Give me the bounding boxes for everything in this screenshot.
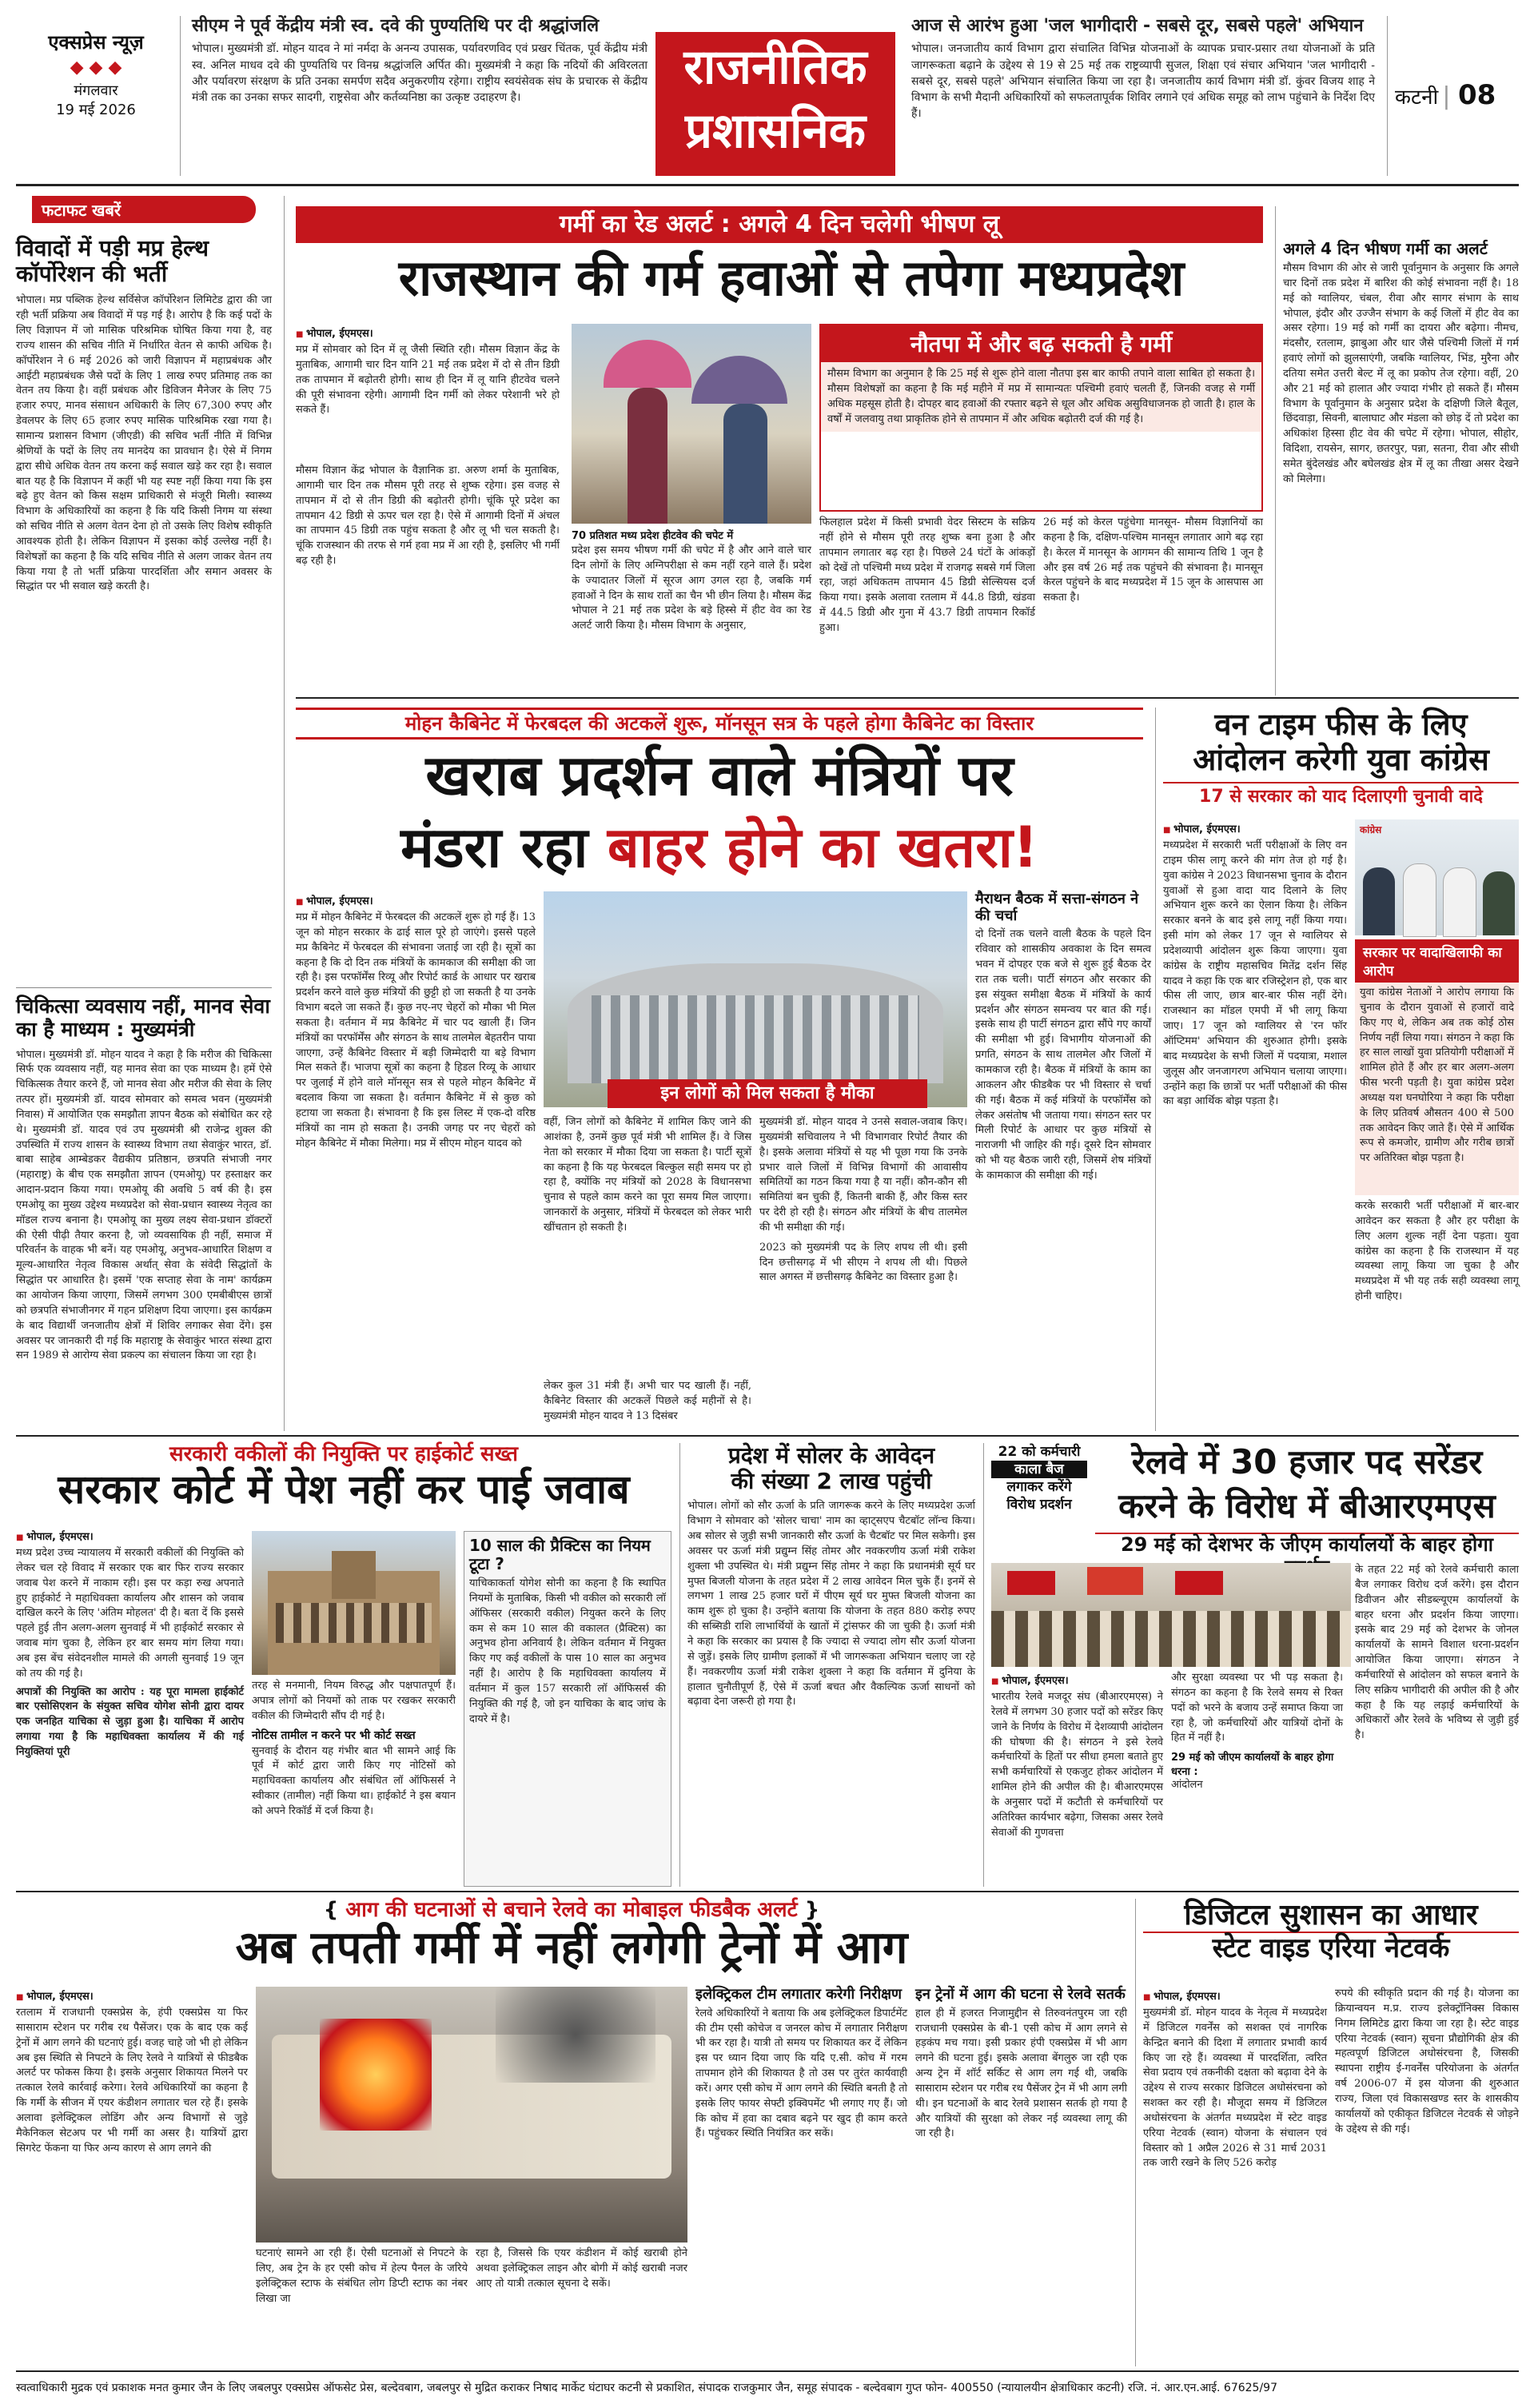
court-col-2-headline: नोटिस तामील न करने पर भी कोर्ट सख्त [252, 1728, 416, 1742]
railway-headline-2: करने के विरोध में बीआरएमएस [1118, 1486, 1496, 1525]
train-fire-photo [256, 1987, 687, 2243]
heat-col-2 [296, 464, 560, 688]
train-fire-dateline: ■ भोपाल, ईएमएस। [16, 1988, 248, 2003]
section-title-line2: प्रशासनिक [685, 103, 866, 159]
brand-ornament-icon: ◆ ◆ ◆ [70, 57, 122, 78]
heat-col-5-text: 26 मई को केरल पहुंचेगा मानसून- मौसम विज्ञानियों का कहना है कि, दक्षिण-पश्चिम मानसून लगातार आगे बढ़ रहा है। केरल में मानसून के आगमन की सामान्य तिथि 1 जून है और इस वर्ष 26 मई तक पहुंचने की संभावना है। मानसून केरल पहुंचने के बाद मध्यप्रदेश में 15 जून के आसपास आ सकता है। [1043, 516, 1263, 604]
heat-dateline: ■ भोपाल, ईएमएस। [296, 325, 560, 340]
court-story [16, 1443, 671, 1887]
railway-col-1 [991, 1671, 1163, 1887]
digital-col-2 [1335, 1987, 1519, 2366]
congress-headline-1: वन टाइम फीस के लिए [1214, 707, 1468, 742]
cabinet-col-4-text: मुख्यमंत्री डॉ. मोहन यादव ने उनसे सवाल-जवाब किए। मुख्यमंत्री सचिवालय ने भी विभागवार रिपोर्ट तैयार की है। इसके अलावा मंत्रियों से यह भी पूछा गया कि उनके प्रभार वाले जिलों में विभिन्न विभागों की आवासीय समितियों का गठन किया गया है या नहीं। कौन-कौन सी समितियां बन चुकी हैं, कितनी बाकी हैं, और किस स्तर पर देरी हो रही है। संगठन और मंत्रियों के बीच तालमेल की भी समीक्षा की गई। [759, 1116, 967, 1234]
train-fire-headline: अब तपती गर्मी में नहीं लगेगी ट्रेनों में आग [235, 1921, 908, 1974]
heat-headline: राजस्थान की गर्म हवाओं से तपेगा मध्यप्रदेश [398, 249, 1185, 307]
train-fire-col-3-text: रहा है, जिससे कि एयर कंडीशन में कोई खराबी होने अथवा इलेक्ट्रिकल लाइन और बोगी में कोई खराबी नजर आए तो यात्री तत्काल सूचना दे सकें। [476, 2247, 687, 2290]
court-kicker: सरकारी वकीलों की नियुक्ति पर हाईकोर्ट सख्त [169, 1442, 518, 1466]
cabinet-col-3 [544, 1115, 751, 1379]
congress-logo-text: कांग्रेस [1360, 824, 1382, 835]
digital-col-1 [1143, 1987, 1327, 2366]
heat-kicker: गर्मी का रेड अलर्ट : अगले 4 दिन चलेगी भीषण लू [296, 206, 1263, 243]
city-label: कटनी [1395, 86, 1439, 110]
left-story-1-headline: विवादों में पड़ी मप्र हेल्थ कॉर्पोरेशन की भर्ती [16, 235, 209, 288]
court-col-1 [16, 1527, 244, 1887]
cabinet-photo [544, 891, 967, 1107]
congress-photo [1355, 819, 1519, 935]
railway-col-3-text: के तहत 22 मई को रेलवे कर्मचारी काला बैज लगाकर विरोध दर्ज करेंगे। इस दौरान डिवीजन और सीडब्ल्यूएम कार्यालयों के बाहर धरना और प्रदर्शन किया जाएगा। इसके बाद 29 मई को देशभर के जोनल कार्यालयों के सामने विशाल धरना-प्रदर्शन आयोजित किया जाएगा। संगठन ने कर्मचारियों से आंदोलन को सफल बनाने के लिए सक्रिय भागीदारी की अपील की है और कहा है कि यह लड़ाई कर्मचारियों के अधिकारों और रेलवे के भविष्य से जुड़ी हुई है। [1355, 1564, 1519, 1742]
digital-deck: स्टेट वाइड एरिया नेटवर्क [1143, 1932, 1519, 1964]
cabinet-col-1 [296, 891, 536, 1427]
page-number: 08 [1458, 79, 1496, 111]
cabinet-headline-2: मंडरा रहा बाहर होने का खतरा! [400, 815, 1038, 880]
railway-col-3 [1355, 1563, 1519, 1887]
solar-story [687, 1443, 975, 1887]
brand-block [24, 32, 168, 176]
court-col-1b-text: अपात्रों की नियुक्ति का आरोप : यह पूरा मामला हाईकोर्ट बार एसोसिएशन के संयुक्त सचिव योगेश सोनी द्वारा दायर एक जनहित याचिका से जुड़ा हुआ है। याचिका में आरोप लगाया गया है कि महाधिवक्ता कार्यालय में की गई नियुक्तियां पूरी [16, 1685, 244, 1758]
congress-side-text: युवा कांग्रेस नेताओं ने आरोप लगाया कि चुनाव के दौरान युवाओं से हजारों वादे किए गए थे, लेकिन अब तक कोई ठोस निर्णय नहीं लिया गया। संगठन ने कहा कि हर साल लाखों युवा प्रतियोगी परीक्षाओं में शामिल होते हैं और हर बार अलग-अलग फीस भरनी पड़ती है। युवा कांग्रेस प्रदेश अध्यक्ष यश घनघोरिया ने कहा कि परीक्षा के लिए प्रतिवर्ष औसतन 400 से 500 तक आवेदन किए जाते हैं। ऐसे में आर्थिक रूप से कमजोर, ग्रामीण और गरीब छात्रों पर अतिरिक्त बोझ पड़ता है। [1360, 987, 1514, 1165]
court-col-2b-text: सुनवाई के दौरान यह गंभीर बात भी सामने आई कि पूर्व में कोर्ट द्वारा जारी किए गए नोटिसों को महाधिवक्ता कार्यालय और संबंधित लॉ ऑफिसर्स ने स्वीकार (तामील) नहीं किया था। हाईकोर्ट ने इस बयान को अपने रिकॉर्ड में दर्ज किया है। [252, 1744, 456, 1817]
heat-col-2-text: मौसम विज्ञान केंद्र भोपाल के वैज्ञानिक डा. अरुण शर्मा के मुताबिक, आगामी चार दिन तक मौसम पूरी तरह से शुष्क रहेगा। इस वजह से तापमान में दो से तीन डिग्री की बढ़ोतरी होगी। चूंकि पूरे प्रदेश का तापमान 42 डिग्री से ऊपर चल रहा है। ऐसे में आगामी दिनों में अंचल का तापमान 45 डिग्री तक पहुंच सकता है और लू भी चल सकती है। चूंकि राजस्थान की तरफ से गर्म हवा मप्र में आ रही है, इसलिए भी गर्मी बढ़ रही है। [296, 464, 560, 568]
train-fire-col-4 [695, 1987, 907, 2366]
railway-deck: 29 मई को देशभर के जीएम कार्यालयों के बाहर होगा [1095, 1533, 1519, 1560]
court-headline: सरकार कोर्ट में पेश नहीं कर पाई जवाब [58, 1465, 630, 1513]
train-fire-col-1 [16, 1987, 248, 2366]
railway-side-kicker: 22 को कर्मचारी काला बैज लगाकर करेंगे विरोध प्रदर्शन [991, 1443, 1087, 1555]
cabinet-col-5 [975, 891, 1151, 1427]
railway-col-2-headline: 29 मई को जीएम कार्यालयों के बाहर होगा धरना : [1171, 1752, 1334, 1779]
masthead [0, 0, 1534, 184]
left-story-1 [16, 236, 272, 983]
cabinet-headline-1: खराब प्रदर्शन वाले मंत्रियों पर [425, 743, 1014, 808]
heat-photo [572, 324, 811, 524]
railway-dateline: ■ भोपाल, ईएमएस। [991, 1672, 1163, 1687]
left-column [16, 196, 272, 1431]
masthead-left-headline: सीएम ने पूर्व केंद्रीय मंत्री स्व. दवे की पुण्यतिथि पर दी श्रद्धांजलि [192, 16, 600, 36]
court-box-headline: 10 साल की प्रैक्टिस का नियम टूटा ? [469, 1536, 651, 1573]
train-fire-kicker: { आग की घटनाओं से बचाने रेलवे का मोबाइल फीडबैक अलर्ट } [323, 1898, 820, 1922]
cabinet-col-5-headline: मैराथन बैठक में सत्ता-संगठन ने की चर्चा [975, 891, 1139, 924]
page-locator: कटनी | 08 [1395, 79, 1496, 111]
masthead-right-story [911, 16, 1375, 184]
heat-col-5 [1043, 516, 1263, 688]
solar-headline-2: की संख्या 2 लाख पहुंची [731, 1468, 932, 1495]
court-col-2 [252, 1679, 456, 1887]
section-title-line1: राजनीतिक [683, 39, 867, 95]
cabinet-dateline: ■ भोपाल, ईएमएस। [296, 893, 536, 907]
court-col-1-text: मध्य प्रदेश उच्च न्यायालय में सरकारी वकीलों की नियुक्ति को लेकर चल रहे विवाद में सरकार एक बार फिर राज्य सरकार जवाब पेश करने में नाकाम रही। इस पर कड़ा रुख अपनाते हुए हाईकोर्ट ने महाधिवक्ता कार्यालय और शासन को जवाब दाखिल करने के लिए 'अंतिम मोहलत' दी है। बता दें कि इससे पहले हुई तीन अलग-अलग सुनवाई में भी हाईकोर्ट सरकार से जवाब मांग चुका है, लेकिन हर बार समय मांग लिया गया। अब इस बेंच संवेदनशील मामले की अगली सुनवाई 19 जून को तय की गई है। [16, 1547, 244, 1680]
train-fire-col-2 [256, 2247, 468, 2366]
heat-col-1-text: मप्र में सोमवार को दिन में लू जैसी स्थिति रही। मौसम विज्ञान केंद्र के मुताबिक, आगामी चार दिन यानि 21 मई तक प्रदेश में दो से तीन डिग्री तक तापमान में बढ़ोतरी होगी। साथ ही दिन में लू यानि हीटवेव चलने की पूरी संभावना रहेगी। आगामी दिन गर्मी को लेकर परेशानी भरे हो सकते हैं। [296, 344, 560, 417]
court-dateline: ■ भोपाल, ईएमएस। [16, 1529, 244, 1543]
digital-col-1-text: मुख्यमंत्री डॉ. मोहन यादव के नेतृत्व में मध्यप्रदेश में डिजिटल गवर्नेंस को सशक्त एवं नागरिक केन्द्रित बनाने की दिशा में लगातार प्रभावी कार्य किए जा रहे हैं। व्यवस्था में पारदर्शिता, त्वरित सेवा प्रदाय एवं तकनीकी दक्षता को बढ़ावा देने के उद्देश्य से राज्य सरकार डिजिटल अधोसंरचना को सशक्त कर रही है। मौजूदा समय में डिजिटल अधोसंरचना के अंतर्गत मध्यप्रदेश में स्टेट वाइड एरिया नेटवर्क (स्वान) योजना के संचालन एवं विस्तार को 1 अप्रैल 2026 से 31 मार्च 2031 तक जारी रखने के लिए 526 करोड़ [1143, 2007, 1327, 2170]
cabinet-photo-caption: इन लोगों को मिल सकता है मौका [608, 1079, 927, 1108]
railway-col-2 [1171, 1671, 1343, 1887]
train-fire-col-2-text: घटनाएं सामने आ रही हैं। ऐसी घटनाओं से निपटने के लिए, अब ट्रेन के हर एसी कोच में हेल्प पैनल के जरिये इलेक्ट्रिकल स्टाफ के संबंधित लोग डिप्टी स्टाफ का नंबर लिखा जा [256, 2247, 468, 2305]
congress-col-1 [1163, 819, 1347, 1331]
court-box [464, 1531, 671, 1887]
train-fire-col-3 [476, 2247, 687, 2366]
solar-headline-1: प्रदेश में सोलर के आवेदन [727, 1442, 935, 1469]
masthead-left-text: भोपाल। मुख्यमंत्री डॉ. मोहन यादव ने मां नर्मदा के अनन्य उपासक, पर्यावरणविद एवं प्रखर चिंतक, पूर्व केंद्रीय मंत्री स्व. अनिल माधव दवे की पुण्यतिथि पर विनम्र श्रद्धांजलि अर्पित की। मुख्यमंत्री ने कहा कि नदियों की अविरलता और पर्यावरण संरक्षण के प्रति उनका समर्पण सदैव अनुकरणीय रहेगा। राष्ट्रीय स्वयंसेवक संघ के प्रचारक से केंद्रीय मंत्री तक का उनका सफर सादगी, राष्ट्रसेवा और कर्तव्यनिष्ठा का उत्कृष्ट उदाहरण है। [192, 42, 647, 105]
court-col-2-text: तरह से मनमानी, नियम विरुद्ध और पक्षपातपूर्ण हैं। अपात्र लोगों को नियमों को ताक पर रखकर सरकारी वकील की जिम्मेदारी सौंप दी गई है। [252, 1680, 456, 1722]
heat-side-headline: अगले 4 दिन भीषण गर्मी का अलर्ट [1283, 239, 1488, 258]
masthead-left-story [192, 16, 647, 184]
railway-headline-1: रेलवे में 30 हजार पद सरेंडर [1131, 1442, 1483, 1481]
digital-dateline: ■ भोपाल, ईएमएस। [1143, 1988, 1327, 2003]
cabinet-col-5-text: दो दिनों तक चलने वाली बैठक के पहले दिन रविवार को शासकीय अवकाश के दिन समत्व भवन में दोपहर एक बजे से शुरू हुई बैठक देर रात तक चली। पार्टी संगठन और सरकार की इस संयुक्त समीक्षा बैठक में मंत्रियों के कार्य प्रदर्शन और संगठन समन्वय पर बात की गई। इसके साथ ही पार्टी संगठन द्वारा सौंपे गए कार्यों की समीक्षा भी हुई। विभागीय योजनाओं की प्रगति, संगठन के साथ तालमेल और जिलों में कामकाज रही है। बैठक में मंत्रियों के काम का आकलन और फीडबैक पर भी विस्तार से चर्चा की गई। बैठक में कई मंत्रियों के परफॉर्मेंस को लेकर असंतोष भी जताया गया। संगठन स्तर पर मिली रिपोर्ट के आधार पर कुछ मंत्रियों से नाराजगी भी जाहिर की गई। दूसरे दिन सोमवार को भी यह बैठक जारी रही, जिसमें शेष मंत्रियों के कामकाज की समीक्षा की गई। [975, 928, 1151, 1182]
left-story-2-headline: चिकित्सा व्यवसाय नहीं, मानव सेवा का है माध्यम : मुख्यमंत्री [16, 995, 270, 1041]
digital-headline: डिजिटल सुशासन का आधार [1184, 1899, 1478, 1932]
heat-sub-text: मौसम विभाग का अनुमान है कि 25 मई से शुरू होने वाला नौतपा इस बार काफी तपाने वाला साबित हो सकता है। मौसम विशेषज्ञों का कहना है कि मई महीने में मप्र में सामान्यतः पश्चिमी हवाएं चलती हैं, जिनकी वजह से गर्मी अधिक महसूस होती है। दोपहर बाद हवाओं की रफ्तार बढ़ने से धूल और अधिक असुविधाजनक हो जाती है। हाल के वर्षों में जलवायु तथा प्राकृतिक होने से तापमान में और अधिक बढ़ोतरी दर्ज की गई है। [821, 362, 1261, 432]
heat-sidebar [1283, 240, 1519, 696]
heat-sub-headline: नौतपा में और बढ़ सकती है गर्मी [821, 325, 1261, 362]
imprint-line: स्वत्वाधिकारी मुद्रक एवं प्रकाशक मनत कुमार जैन के लिए जबलपुर एक्सप्रेस ऑफसेट प्रेस, बल्देवबाग, जबलपुर से मुद्रित कराकर निषाद मार्केट घंटाघर कटनी से प्रकाशित, संपादक राजकुमार जैन, समूह संपादक - बल्देवबाग गुप्त फोन- 400550 (न्यायालयीन क्षेत्राधिकार कटनी) रजि. नं. आर.एन.आई. 67625/97 [16, 2382, 1277, 2394]
heat-photo-caption: 70 प्रतिशत मध्य प्रदेश हीटवेव की चपेट में [572, 530, 734, 542]
heat-col-4-text: फिलहाल प्रदेश में किसी प्रभावी वेदर सिस्टम के सक्रिय नहीं होने से मौसम पूरी तरह शुष्क बना हुआ है और तापमान लगातार बढ़ रहा है। पिछले 24 घंटों के आंकड़ों को देखें तो पश्चिमी मध्य प्रदेश में राजगढ़ सबसे गर्म जिला रहा, जहां अधिकतम तापमान 45 डिग्री सेल्सियस दर्ज किया गया। इसके अलावा रतलाम में 44.8 डिग्री, खंडवा में 44.5 डिग्री और गुना में 43.7 डिग्री तापमान रिकॉर्ड हुआ। [819, 516, 1035, 634]
train-fire-story [16, 1899, 1127, 2366]
congress-col-2 [1355, 1199, 1519, 1331]
congress-sidebox [1355, 939, 1519, 1195]
court-box-text: याचिकाकर्ता योगेश सोनी का कहना है कि स्थापित नियमों के मुताबिक, किसी भी वकील को सरकारी लॉ ऑफिसर (सरकारी वकील) नियुक्त करने के लिए कम से कम 10 साल की वकालत (प्रैक्टिस) का अनुभव होना अनिवार्य है। लेकिन वर्तमान में नियुक्त किए गए कई वकीलों के पास 10 साल का अनुभव नहीं है। आरोप है कि महाधिवक्ता कार्यालय में वर्तमान में कुल 157 सरकारी लॉ ऑफिसर्स की नियुक्ति की गई है, जो इन याचिका के बाद जांच के दायरे में है। [469, 1577, 666, 1725]
digital-story [1143, 1899, 1519, 2366]
issue-day: मंगलवार [74, 82, 118, 99]
cabinet-col-4 [759, 1115, 967, 1427]
heat-subbox [819, 324, 1263, 512]
cabinet-col-1-text: मप्र में मोहन कैबिनेट में फेरबदल की अटकलें शुरू हो गई हैं। 13 जून को मोहन सरकार के ढाई साल पूरे हो जाएंगे। इससे पहले मप्र कैबिनेट में फेरबदल की संभावना जताई जा रही है। सूत्रों का कहना है कि दो दिन तक मंत्रियों के कामकाज की समीक्षा की जा रही है। इस परफॉर्मेंस रिव्यू और रिपोर्ट कार्ड के आधार पर खराब प्रदर्शन करने वाले कुछ मंत्रियों की छुट्टी हो जा सकती है या उनके विभाग बदले जा सकते हैं। कुछ नए-नए चेहरों को मौका भी मिल सकता है। वर्तमान में मप्र कैबिनेट में चार पद खाली हैं। जिन मंत्रियों का परफॉर्मेंस और संगठन के साथ तालमेल बेहतरीन पाया जाएगा, उन्हें कैबिनेट विस्तार में बड़ी जिम्मेदारी या बड़े विभाग मिल सकते हैं। भाजपा सूत्रों का कहना है हिडल रिव्यू के आधार पर जुलाई में होने वाले मॉनसून सत्र से पहले मोहन कैबिनेट में बदलाव किया जा सकता है। वर्तमान कैबिनेट में से कुछ को हटाया जा सकता है। संभावना है कि इस लिस्ट में एक-दो वरिष्ठ मंत्रियों का नाम हो सकता है। उनकी जगह पर नए चेहरों को मोहन कैबिनेट में मौका मिलेगा। मप्र में सीएम मोहन यादव को [296, 911, 536, 1150]
cabinet-kicker: मोहन कैबिनेट में फेरबदल की अटकलें शुरू, मॉनसून सत्र के पहले होगा कैबिनेट का विस्तार [296, 708, 1143, 740]
train-fire-col-5-text: हाल ही में हजरत निजामुद्दीन से तिरुवनंतपुरम जा रही राजधानी एक्सप्रेस के बी-1 एसी कोच में आग लगने से हड़कंप मच गया। इसी प्रकार हंपी एक्सप्रेस में भी आग लगने की घटना हुई। इसके अलावा बेंगलुरु जा रही एक अन्य ट्रेन में शॉर्ट सर्किट से आग लग गई थी, जबकि सासाराम स्टेशन पर गरीब रथ पैसेंजर ट्रेन में भी आग लगी थी। इन घटनाओं के बाद रेलवे प्रशासन सतर्क हो गया है और यात्रियों की सुरक्षा को लेकर नई व्यवस्था लागू की जा रही है। [915, 2007, 1127, 2140]
masthead-right-text: भोपाल। जनजातीय कार्य विभाग द्वारा संचालित विभिन्न योजनाओं के व्यापक प्रचार-प्रसार तथा योजनाओं के प्रति जागरूकता बढ़ाने के उद्देश्य से 19 से 25 मई तक राष्ट्रव्यापी सुजल, शिक्षा एवं संचार अभियान 'जल भागीदारी - सबसे दूर, सबसे पहले' अभियान संचालित किया जा रहा है। जनजातीय कार्य विभाग मंत्री डॉ. कुंवर विजय शाह ने विभाग के सभी मैदानी अधिकारियों को सफलतापूर्वक शिविर लगाने एवं अधिक समूह को लाभ पहुंचाने के निर्देश दिए हैं। [911, 42, 1375, 121]
masthead-right-headline: आज से आरंभ हुआ 'जल भागीदारी - सबसे दूर, सबसे पहले' अभियान [911, 16, 1364, 36]
congress-col-2-text: करके सरकारी भर्ती परीक्षाओं में बार-बार आवेदन कर सकता है और हर परीक्षा के लिए अलग शुल्क नहीं देना पड़ता। युवा कांग्रेस का कहना है कि राजस्थान में यह व्यवस्था लागू किया जा चुका है और मध्यप्रदेश में भी यह तर्क सही व्यवस्था लागू होनी चाहिए। [1355, 1200, 1519, 1303]
congress-col-1-text: मध्यप्रदेश में सरकारी भर्ती परीक्षाओं के लिए वन टाइम फीस लागू करने की मांग तेज हो गई है। युवा कांग्रेस ने 2023 विधानसभा चुनाव के दौरान युवाओं से हुआ वादा याद दिलाने के लिए अभियान शुरू करने का ऐलान किया है। लेकिन सरकार बनने के बाद इसे लागू नहीं किया गया। इसी मांग को लेकर 17 जून से ग्वालियर से प्रदेशव्यापी आंदोलन शुरू किया जाएगा। युवा कांग्रेस के राष्ट्रीय महासचिव मितेंद्र दर्शन सिंह यादव ने कहा कि एक बार रजिस्ट्रेशन हो, एक बार फीस ली जाए, छात्र बार-बार फीस नहीं देंगे। राजस्थान का मॉडल एमपी में भी लागू किया जाए। 17 जून को ग्वालियर से 'रन फॉर ऑप्टिमम' अभियान की शुरुआत होगी। इसके बाद मध्यप्रदेश के सभी जिलों में पदयात्रा, मशाल जुलूस और जनजागरण अभियान चलाया जाएगा। उन्होंने कहा कि छात्रों पर भर्ती परीक्षाओं की फीस का बड़ा आर्थिक बोझ पड़ता है। [1163, 839, 1348, 1108]
railway-col-2-tail: आंदोलन [1171, 1779, 1203, 1792]
heat-col-4 [819, 516, 1035, 688]
heat-col-3 [572, 528, 811, 688]
quick-news-label: फटाफट खबरें [32, 196, 256, 223]
train-fire-col-4-headline: इलेक्ट्रिकल टीम लगातार करेगी निरीक्षण [695, 1986, 902, 2003]
heat-side-text: मौसम विभाग की ओर से जारी पूर्वानुमान के अनुसार कि अगले चार दिनों तक प्रदेश में बारिश की कोई संभावना नहीं है। 18 मई को ग्वालियर, चंबल, रीवा और सागर संभाग के साथ भोपाल, इंदौर और उज्जैन संभाग के कई जिलों में हीट वेव का असर रहेगा। 19 मई को गर्मी का दायरा और बढ़ेगा। नीमच, मंदसौर, रतलाम, झाबुआ और धार जैसे पश्चिमी जिलों में गर्म हवाएं लोगों को झुलसाएंगी, जबकि ग्वालियर, भिंड, मुरैना और दतिया समेत उत्तरी बेल्ट में लू का प्रकोप तेज रहेगा। वहीं, 20 और 21 मई को हालात और ज्यादा गंभीर हो सकते हैं। मौसम विभाग के पूर्वानुमान के अनुसार प्रदेश के दक्षिणी जिले बैतूल, छिंदवाड़ा, सिवनी, बालाघाट और मंडला को छोड़ दें तो प्रदेश का अधिकांश हिस्सा हीट वेव की चपेट में रहेगा। भोपाल, सीहोर, विदिशा, रायसेन, सागर, छतरपुर, पन्ना, सतना, रीवा और सीधी समेत बुंदेलखंड और बघेलखंड क्षेत्र में लू का तीखा असर देखने को मिलेगा। [1283, 262, 1519, 485]
train-fire-col-1-text: रतलाम में राजधानी एक्सप्रेस के, हंपी एक्सप्रेस या फिर सासाराम स्टेशन पर गरीब रथ पैसेंजर। एक के बाद एक कई ट्रेनों में आग लगने की घटनाएं हुई। वजह चाहे जो भी हो लेकिन अब इस स्थिति से निपटने के लिए रेलवे ने यात्रियों से फीडबैक अलर्ट पर फोकस किया है। इसके अनुसार शिकायत मिलने पर तत्काल रेलवे कार्रवाई करेगा। रेलवे अधिकारियों का कहना है कि गर्मी के सीजन में एयर कंडीशन लगातार चल रहे हैं। इसके अलावा इलेक्ट्रिकल लोडिंग और अन्य विभागों से जुड़े मैकेनिकल सेटअप पर भी गर्मी का असर है। यात्रियों द्वारा सिगरेट फेंकना या फिर अन्य कारण से आग लगने की [16, 2007, 248, 2155]
train-fire-col-5-headline: इन ट्रेनों में आग की घटना से रेलवे सतर्क [915, 1986, 1126, 2003]
issue-date: 19 मई 2026 [56, 101, 136, 118]
heat-col-3-text: प्रदेश इस समय भीषण गर्मी की चपेट में है और आने वाले चार दिन लोगों के लिए अग्निपरीक्षा से कम नहीं रहने वाले हैं। प्रदेश के ज्यादातर जिलों में सूरज आग उगल रहा है, जबकि गर्म हवाओं ने दिन के साथ रातों का चैन भी छीन लिया है। मौसम केंद्र भोपाल ने 21 मई तक प्रदेश के बड़े हिस्से में हीट वेव का रेड अलर्ट जारी किया है। मौसम विभाग के अनुसार, [572, 544, 811, 632]
congress-story [1163, 708, 1519, 1431]
railway-story [991, 1443, 1519, 1887]
brand-name: एक्सप्रेस न्यूज़ [48, 31, 144, 54]
left-story-1-text: भोपाल। मप्र पब्लिक हेल्थ सर्विसेज कॉर्पोरेशन लिमिटेड द्वारा की जा रही भर्ती प्रक्रिया अब विवादों में पड़ गई है। आरोप है कि कई पदों के लिए विज्ञापन में जो मासिक परिश्रमिक घोषित किया गया है, वह राज्य शासन की सचिव नीति में निर्धारित वेतन से काफी अधिक है। कॉर्पोरेशन ने 6 मई 2026 को जारी विज्ञापन में महाप्रबंधक और आईटी महाप्रबंधक जैसे पदों के लिए 1 लाख रुपए प्रतिमाह तक का वेतन तय किया है। वहीं प्रबंधक और डिविजन मैनेजर के लिए 75 हजार रुपए, मानव संसाधन अधिकारी के लिए 67,300 रुपए और डेवलपर के लिए 65 हजार रुपए मासिक पारिश्रमिक रखा गया है। सामान्य प्रशासन विभाग (जीएडी) की सचिव भर्ती नीति में विभिन्न श्रेणियों के पदों के लिए तय मानदेय का प्रावधान है। ऐसे में निगम द्वारा सीधे अधिक वेतन तय करना कई सवाल खड़े कर रहा है। सवाल बात यह है कि विज्ञापन में कहीं भी यह स्पष्ट नहीं किया गया कि इस बढ़े हुए वेतन को किस सक्षम प्राधिकारी से मंजूरी मिली। स्वास्थ्य विभाग के अधिकारियों का कहना है कि यदि किसी निगम या संस्था को सचिव नीति से अलग वेतन देना हो तो उसके लिए विशेष स्वीकृति आवश्यक होती है। लेकिन विज्ञापन में इसका कोई उल्लेख नहीं है। विशेषज्ञों का कहना है कि यदि सचिव नीति से अलग जाकर वेतन तय किया गया है तो भर्ती प्रक्रिया पारदर्शिता और समान अवसर के सिद्धांत पर भी सवाल खड़े करती है। [16, 294, 272, 593]
congress-dateline: ■ भोपाल, ईएमएस। [1163, 821, 1347, 835]
railway-col-1-text: भारतीय रेलवे मजदूर संघ (बीआरएमएस) ने रेलवे में लगभग 30 हजार पदों को सरेंडर किए जाने के निर्णय के विरोध में देशव्यापी आंदोलन की घोषणा की है। संगठन ने इसे रेलवे कर्मचारियों के हितों पर सीधा हमला बताते हुए सभी कर्मचारियों से एकजुट होकर आंदोलन में शामिल होने की अपील की है। बीआरएमएस के अनुसार पदों में कटौती से कर्मचारियों पर अतिरिक्त कार्यभार बढ़ेगा, जिसका असर रेलवे सेवाओं की गुणवत्ता [991, 1691, 1163, 1839]
court-photo [252, 1531, 456, 1675]
cabinet-col-3-text: वहीं, जिन लोगों को कैबिनेट में शामिल किए जाने की आशंका है, उनमें कुछ पूर्व मंत्री भी शामिल हैं। वे जिस नेता को सरकार में मौका दिया जा सकता है। पार्टी सूत्रों का कहना है कि यह फेरबदल बिल्कुल सही समय पर हो रहा है, क्योंकि नए मंत्रियों को 2028 के विधानसभा चुनाव से पहले काम करने का पूरा समय मिल जाएगा। जानकारों के अनुसार, मंत्रियों में फेरबदल को लेकर भारी खींचतान हो सकती है। [544, 1116, 751, 1234]
section-title-box [655, 32, 895, 176]
train-fire-col-4-text: रेलवे अधिकारियों ने बताया कि अब इलेक्ट्रिकल डिपार्टमेंट की टीम एसी कोचेज व जनरल कोच में लगातार निरीक्षण भी कर रहा है। यात्री तो समय पर शिकायत कर दें लेकिन इस पर ध्यान दिया जाए कि यदि ए.सी. कोच में गरम तापमान होने की शिकायत है तो उस पर तुरंत कार्यवाही करें। अगर एसी कोच में आग लगने की स्थिति बनती है तो इसके लिए फायर सेफ्टी इक्विपमेंट भी लगाए गए हैं। जो कि कोच में हवा का दबाव बढ़ने पर खुद ही काम करते हैं। पहुंचकर स्थिति नियंत्रित कर सकें। [695, 2007, 907, 2140]
cabinet-col-2-text: लेकर कुल 31 मंत्री हैं। अभी चार पद खाली हैं। नहीं, कैबिनेट विस्तार की अटकलें पिछले कई महीनों से है। मुख्यमंत्री मोहन यादव ने 13 दिसंबर [544, 1380, 751, 1422]
railway-photo [991, 1563, 1351, 1667]
left-story-2-text: भोपाल। मुख्यमंत्री डॉ. मोहन यादव ने कहा है कि मरीज की चिकित्सा सिर्फ एक व्यवसाय नहीं, यह मानव सेवा का एक माध्यम है। हमें ऐसे चिकित्सक तैयार करने हैं, जो मानव सेवा और मरीज की सेवा के लिए तत्पर हों। मुख्यमंत्री डॉ. यादव सोमवार को समत्व भवन (मुख्यमंत्री निवास) में आयोजित एक समझौता ज्ञापन बैठक को संबोधित कर रहे थे। मुख्यमंत्री डॉ. यादव एवं उप मुख्यमंत्री श्री राजेन्द्र शुक्ल की उपस्थिति में राज्य शासन के स्वास्थ्य विभाग तथा सेवाकुंर भारत, डॉ. बाबा साहेब आम्बेडकर वैद्यकीय प्रतिष्ठान, छत्रपति संभाजी नगर (महाराष्ट्र) के बीच एक समझौता ज्ञापन (एमओयू) पर हस्ताक्षर कर आदान-प्रदान किया गया। एमओयू की अवधि 5 वर्ष की है। इस एमओयू का मुख्य उद्देश्य मध्यप्रदेश को सेवा-प्रधान स्वास्थ्य नेतृत्व का मॉडल राज्य बनाना है। एमओयू का मुख्य लक्ष्य सेवा-प्रधान डॉक्टरों की ऐसी पीढ़ी तैयार करना है, जो व्यवसायिक ही नहीं, समाज में परिवर्तन के वाहक भी बनें। यह एमओयू, अनुभव-आधारित शिक्षण व मूल्य-आधारित नेतृत्व विकास अर्थात् सेवा के संवेदी सिद्धांतों के सिद्धांत पर आधारित है। इसमें 'एक सप्ताह सेवा के नाम' कार्यक्रम का आयोजन किया जाएगा, जिसमें लगभग 300 एमबीबीएस छात्रों को छत्रपति संभाजीनगर में गहन प्रशिक्षण दिया जाएगा। इस कार्यक्रम के बाद विद्यार्थी जनजातीय क्षेत्रों में शिविर लगाकर सेवा देंगे। इस अवसर पर जानकारी दी गई कि महाराष्ट्र के सेवाकुंर भारत संस्था द्वारा सन 1989 से आरोग्य सेवा प्रकल्प का संचालन किया जा रहा है। [16, 1048, 272, 1362]
train-fire-col-5 [915, 1987, 1127, 2366]
railway-col-2-text: और सुरक्षा व्यवस्था पर भी पड़ सकता है। संगठन का कहना है कि रेलवे समय से रिक्त पदों को भरने के बजाय उन्हें समाप्त किया जा रहा है, जो कर्मचारियों और यात्रियों दोनों के हित में नहीं है। [1171, 1672, 1343, 1744]
digital-col-2-text: रुपये की स्वीकृति प्रदान की गई है। योजना का क्रियान्वयन म.प्र. राज्य इलेक्ट्रॉनिक्स विकास निगम लिमिटेड द्वारा किया जा रहा है। स्टेट वाइड एरिया नेटवर्क (स्वान) सूचना प्रौद्योगिकी क्षेत्र की महत्वपूर्ण डिजिटल अधोसंरचना है, जिसकी स्थापना राष्ट्रीय ई-गवर्नेंस परियोजना के अंतर्गत वर्ष 2006-07 में इस योजना की शुरुआत राज्य, जिला एवं विकासखण्ड स्तर के शासकीय कार्यालयों को एकीकृत डिजिटल नेटवर्क से जोड़ने के उद्देश्य से की गई। [1335, 1987, 1519, 2135]
cabinet-col-2 [544, 1379, 751, 1427]
left-story-2 [16, 995, 272, 1431]
congress-deck: 17 से सरकार को याद दिलाएगी चुनावी वादे [1163, 782, 1519, 807]
solar-text: भोपाल। लोगों को सौर ऊर्जा के प्रति जागरूक करने के लिए मध्यप्रदेश ऊर्जा विभाग ने सोमवार को 'सोलर चाचा' नाम का व्हाट्सएप चैटबॉट लॉन्च किया। अब सोलर से जुड़ी सभी जानकारी सौर ऊर्जा के चैटबॉट पर मिल सकेगी। इस अवसर पर ऊर्जा मंत्री प्रद्युम्न सिंह तोमर और नवकरणीय ऊर्जा मंत्री राकेश शुक्ला भी उपस्थित थे। मंत्री प्रद्युम्न सिंह तोमर ने कहा कि प्रधानमंत्री सूर्य घर मुफ्त बिजली योजना के तहत प्रदेश में 2 लाख आवेदन मिल चुके हैं। इनमें से लगभग 1 लाख 25 हजार घरों में पीएम सूर्य घर मुफ्त बिजली योजना का काम शुरू हो चुका है। उन्होंने बताया कि योजना के तहत 880 करोड़ रुपए की सब्सिडी राशि लाभार्थियों के खातों में ट्रांसफर की जा चुकी है। ऊर्जा मंत्री ने कहा कि सरकार का प्रयास है कि ज्यादा से ज्यादा लोग सौर ऊर्जा योजना से जुड़ें। इसके लिए ग्रामीण इलाकों में भी जागरूकता अभियान चलाए जा रहे हैं। नवकरणीय ऊर्जा मंत्री राकेश शुक्ला ने कहा कि वर्तमान में दुनिया के हालात चुनौतीपूर्ण हैं, ऐसे में ऊर्जा बचत और वैकल्पिक ऊर्जा साधनों को बढ़ावा देना जरूरी हो गया है। [687, 1500, 975, 1708]
cabinet-col-4b-text: 2023 को मुख्यमंत्री पद के लिए शपथ ली थी। इसी दिन छत्तीसगढ़ में भी सीएम ने शपथ ली थी। पिछले साल अगस्त में छत्तीसगढ़ कैबिनेट का विस्तार हुआ है। [759, 1241, 967, 1284]
congress-side-headline: सरकार पर वादाखिलाफी का आरोप [1355, 939, 1519, 983]
congress-headline-2: आंदोलन करेगी युवा कांग्रेस [1193, 741, 1489, 777]
